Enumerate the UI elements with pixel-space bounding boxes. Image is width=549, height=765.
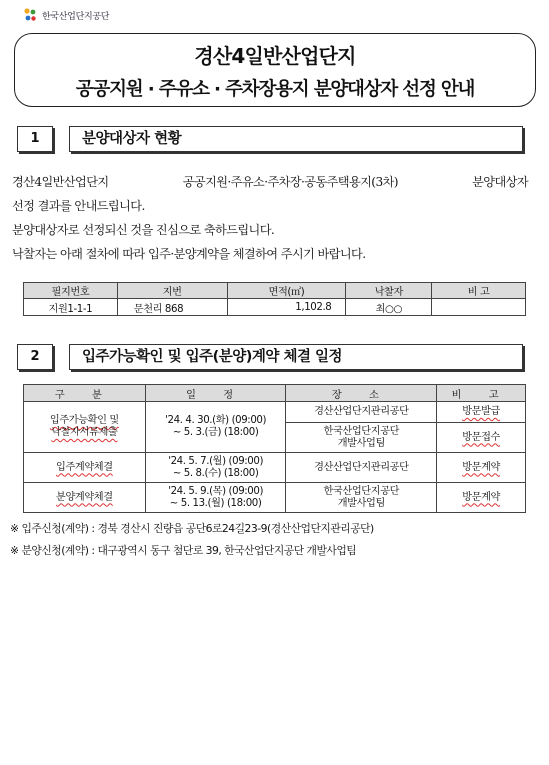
- header-place: 장 소: [286, 385, 437, 402]
- paragraph-line2: 선정 결과를 안내드립니다.: [12, 199, 145, 213]
- title-box: [14, 33, 536, 107]
- kicox-logo-icon: [22, 7, 38, 23]
- cell-place: 경산산업단지관리공단: [286, 453, 437, 483]
- cell-category: 입주계약체결: [24, 453, 146, 483]
- logo-text: 한국산업단지공단: [42, 11, 110, 22]
- header-schedule: 일 정: [145, 385, 286, 402]
- cell-place: 경산산업단지관리공단: [286, 402, 437, 423]
- cell-lot: 지원1-1-1: [24, 299, 118, 316]
- cell-category: 분양계약체결: [24, 483, 146, 513]
- cell-schedule: '24. 5. 9.(목) (09:00) ~ 5. 13.(월) (18:00): [145, 483, 286, 513]
- section1-title: 분양대상자 현황: [69, 126, 523, 152]
- paragraph-line4: 낙찰자는 아래 절차에 따라 입주·분양계약을 체결하여 주시기 바랍니다.: [12, 247, 366, 261]
- section1-header: [17, 126, 522, 152]
- cell-schedule: '24. 5. 7.(월) (09:00) ~ 5. 8.(수) (18:00): [145, 453, 286, 483]
- schedule-table: [23, 384, 526, 513]
- table-row: [24, 299, 526, 316]
- section2-header: [17, 344, 522, 370]
- bidder-table-header: [24, 283, 526, 299]
- kicox-logo: [22, 6, 109, 24]
- section2-number: 2: [17, 344, 53, 370]
- cell-note: 방문계약: [437, 483, 526, 513]
- schedule-table-header: [24, 385, 526, 402]
- cell-remarks: [432, 299, 526, 316]
- header-remarks: 비 고: [432, 283, 526, 299]
- table-row: [24, 402, 526, 423]
- header-note: 비 고: [437, 385, 526, 402]
- title-line2: 공공지원 · 주유소 · 주차장용지 분양대상자 선정 안내: [75, 79, 475, 100]
- table-row: [24, 453, 526, 483]
- cell-area: 1,102.8: [227, 299, 346, 316]
- section1-number: 1: [17, 126, 53, 152]
- section1-paragraph: [12, 170, 528, 266]
- header-address: 지번: [117, 283, 227, 299]
- cell-note: 방문발급: [437, 402, 526, 423]
- cell-note: 방문계약: [437, 453, 526, 483]
- cell-category: 입주가능확인 및 낙찰자서류제출: [24, 402, 146, 453]
- cell-note: 방문접수: [437, 423, 526, 453]
- cell-place: 한국산업단지공단 개발사업팀: [286, 483, 437, 513]
- cell-place: 한국산업단지공단 개발사업팀: [286, 423, 437, 453]
- paragraph-line3: 분양대상자로 선정되신 것을 진심으로 축하드립니다.: [12, 223, 275, 237]
- title-line1: 경산4일반산업단지: [194, 44, 356, 68]
- paragraph-line1: 경산4일반산업단지 공공지원·주유소·주차장·공동주택용지(3차) 분양대상자: [12, 175, 528, 189]
- section2-title: 입주가능확인 및 입주(분양)계약 체결 일정: [69, 344, 523, 370]
- header-winner: 낙찰자: [346, 283, 432, 299]
- bidder-table: [23, 282, 526, 316]
- header-category: 구 분: [24, 385, 146, 402]
- header-lot: 필지번호: [24, 283, 118, 299]
- note-sale: ※ 분양신청(계약) : 대구광역시 동구 첨단로 39, 한국산업단지공단 개발사업팀: [10, 544, 357, 557]
- note-move-in: ※ 입주신청(계약) : 경북 경산시 진량읍 공단6로24길23-9(경산산업단지관리공단): [10, 522, 374, 535]
- header-area: 면적(㎡): [227, 283, 346, 299]
- cell-schedule: '24. 4. 30.(화) (09:00) ~ 5. 3.(금) (18:00): [145, 402, 286, 453]
- cell-winner: 최○○: [346, 299, 432, 316]
- cell-address: 문천리 868: [117, 299, 227, 316]
- table-row: [24, 483, 526, 513]
